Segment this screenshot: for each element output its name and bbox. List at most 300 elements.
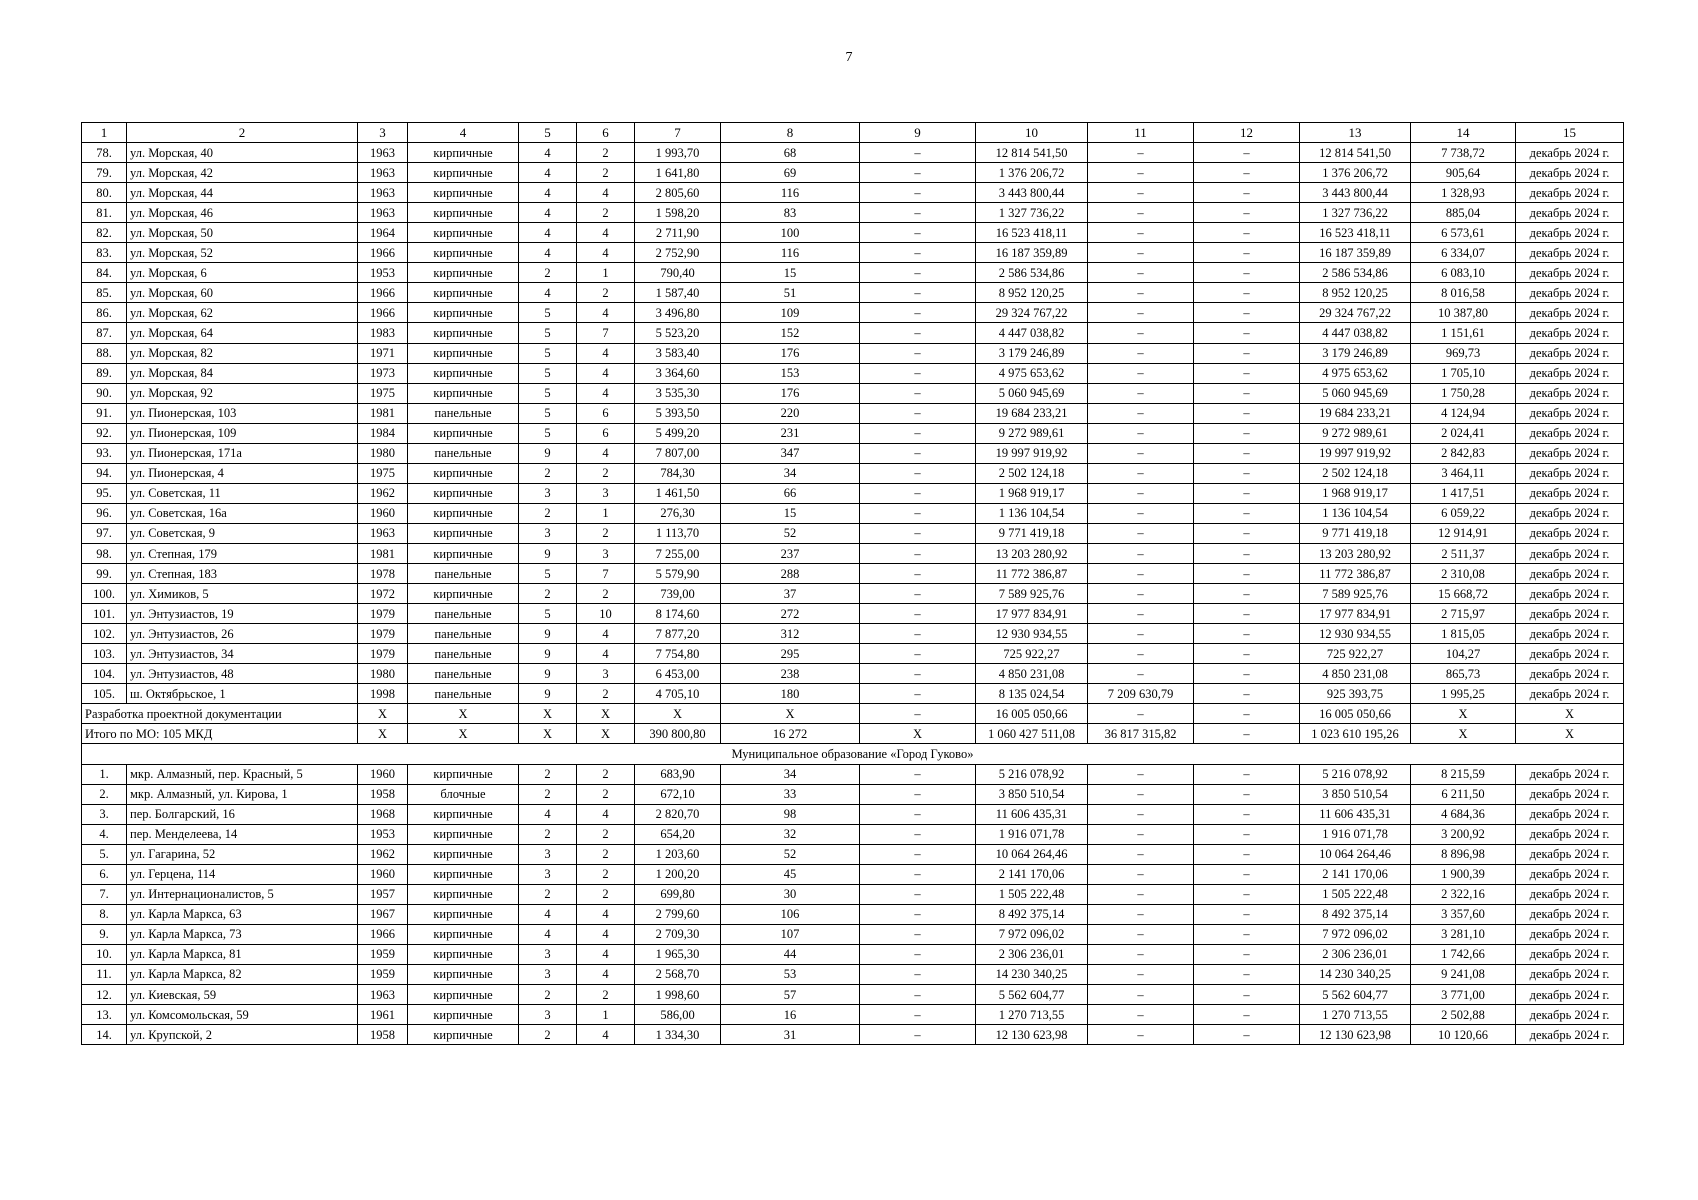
table-cell: 4 bbox=[519, 143, 577, 163]
table-cell: 2 024,41 bbox=[1411, 423, 1516, 443]
table-cell: – bbox=[1088, 864, 1194, 884]
table-cell: панельные bbox=[408, 664, 519, 684]
table-cell: 91. bbox=[82, 403, 127, 423]
table-cell: – bbox=[1194, 644, 1300, 664]
table-row bbox=[82, 283, 1624, 303]
address-cell: ул. Пионерская, 171а bbox=[127, 443, 358, 463]
column-header: 5 bbox=[519, 123, 577, 143]
table-cell: декабрь 2024 г. bbox=[1516, 1025, 1624, 1045]
table-cell: 1 376 206,72 bbox=[1300, 163, 1411, 183]
table-cell: 1 bbox=[577, 263, 635, 283]
table-cell: декабрь 2024 г. bbox=[1516, 463, 1624, 483]
table-cell: 16 523 418,11 bbox=[1300, 223, 1411, 243]
table-cell: 10 120,66 bbox=[1411, 1025, 1516, 1045]
table-cell: 12 930 934,55 bbox=[976, 624, 1088, 644]
table-cell: 1 327 736,22 bbox=[976, 203, 1088, 223]
table-cell: – bbox=[1088, 463, 1194, 483]
table-cell: 699,80 bbox=[635, 884, 721, 904]
table-cell: – bbox=[1194, 764, 1300, 784]
table-cell: X bbox=[860, 724, 976, 744]
table-cell: кирпичные bbox=[408, 864, 519, 884]
design-documentation-row bbox=[82, 704, 1624, 724]
table-cell: 16 005 050,66 bbox=[1300, 704, 1411, 724]
table-cell: 5 579,90 bbox=[635, 564, 721, 584]
table-cell: 2 bbox=[519, 784, 577, 804]
table-cell: 2 bbox=[577, 784, 635, 804]
address-cell: ул. Энтузиастов, 34 bbox=[127, 644, 358, 664]
table-cell: 1 900,39 bbox=[1411, 864, 1516, 884]
table-cell: 10 387,80 bbox=[1411, 303, 1516, 323]
address-cell: ул. Морская, 60 bbox=[127, 283, 358, 303]
table-cell: 1998 bbox=[358, 684, 408, 704]
table-cell: – bbox=[1194, 463, 1300, 483]
table-cell: 7 bbox=[577, 323, 635, 343]
table-cell: 32 bbox=[721, 824, 860, 844]
table-cell: 1 993,70 bbox=[635, 143, 721, 163]
table-cell: 85. bbox=[82, 283, 127, 303]
table-cell: – bbox=[1194, 664, 1300, 684]
table-cell: 4 447 038,82 bbox=[976, 323, 1088, 343]
table-cell: декабрь 2024 г. bbox=[1516, 343, 1624, 363]
table-cell: 3. bbox=[82, 804, 127, 824]
table-cell: декабрь 2024 г. bbox=[1516, 363, 1624, 383]
table-cell: кирпичные bbox=[408, 263, 519, 283]
table-cell: – bbox=[1194, 143, 1300, 163]
table-cell: 1960 bbox=[358, 503, 408, 523]
table-cell: 1 968 919,17 bbox=[1300, 483, 1411, 503]
table-cell: 1 916 071,78 bbox=[976, 824, 1088, 844]
table-cell: – bbox=[1194, 624, 1300, 644]
table-cell: 4 bbox=[577, 303, 635, 323]
table-cell: – bbox=[1088, 944, 1194, 964]
address-cell: ул. Киевская, 59 bbox=[127, 985, 358, 1005]
table-cell: 969,73 bbox=[1411, 343, 1516, 363]
table-cell: блочные bbox=[408, 784, 519, 804]
table-cell: 347 bbox=[721, 443, 860, 463]
rows-group-b bbox=[82, 764, 1624, 1045]
address-cell: ул. Морская, 44 bbox=[127, 183, 358, 203]
table-cell: 176 bbox=[721, 343, 860, 363]
table-cell: 17 977 834,91 bbox=[1300, 604, 1411, 624]
table-cell: 4 bbox=[577, 964, 635, 984]
table-cell: 1966 bbox=[358, 243, 408, 263]
table-cell: 1 461,50 bbox=[635, 483, 721, 503]
address-cell: ул. Морская, 50 bbox=[127, 223, 358, 243]
table-cell: декабрь 2024 г. bbox=[1516, 944, 1624, 964]
table-cell: декабрь 2024 г. bbox=[1516, 804, 1624, 824]
table-cell: 3 281,10 bbox=[1411, 924, 1516, 944]
table-cell: 8 896,98 bbox=[1411, 844, 1516, 864]
table-cell: 4 bbox=[577, 443, 635, 463]
table-cell: кирпичные bbox=[408, 523, 519, 543]
table-cell: 2 568,70 bbox=[635, 964, 721, 984]
table-cell: панельные bbox=[408, 684, 519, 704]
table-row bbox=[82, 343, 1624, 363]
table-cell: – bbox=[860, 183, 976, 203]
table-cell: 4 bbox=[577, 343, 635, 363]
table-cell: 4 bbox=[577, 644, 635, 664]
table-cell: 725 922,27 bbox=[976, 644, 1088, 664]
table-row bbox=[82, 1005, 1624, 1025]
table-cell: 1963 bbox=[358, 163, 408, 183]
table-cell: – bbox=[1194, 283, 1300, 303]
address-cell: ул. Морская, 84 bbox=[127, 363, 358, 383]
table-cell: 82. bbox=[82, 223, 127, 243]
table-cell: 10 bbox=[577, 604, 635, 624]
table-cell: 3 200,92 bbox=[1411, 824, 1516, 844]
table-cell: – bbox=[860, 1005, 976, 1025]
table-cell: 1 916 071,78 bbox=[1300, 824, 1411, 844]
table-cell: – bbox=[1194, 724, 1300, 744]
table-cell: – bbox=[1194, 423, 1300, 443]
address-cell: ул. Советская, 16а bbox=[127, 503, 358, 523]
table-row bbox=[82, 844, 1624, 864]
table-cell: – bbox=[1088, 483, 1194, 503]
table-cell: декабрь 2024 г. bbox=[1516, 564, 1624, 584]
table-cell: кирпичные bbox=[408, 985, 519, 1005]
table-cell: 176 bbox=[721, 383, 860, 403]
table-cell: декабрь 2024 г. bbox=[1516, 283, 1624, 303]
table-cell: – bbox=[860, 564, 976, 584]
table-cell: кирпичные bbox=[408, 463, 519, 483]
address-cell: ул. Энтузиастов, 26 bbox=[127, 624, 358, 644]
table-cell: 116 bbox=[721, 183, 860, 203]
table-cell: 1953 bbox=[358, 263, 408, 283]
table-cell: 96. bbox=[82, 503, 127, 523]
table-cell: 45 bbox=[721, 864, 860, 884]
table-cell: 8 135 024,54 bbox=[976, 684, 1088, 704]
table-cell: 105. bbox=[82, 684, 127, 704]
table-cell: X bbox=[721, 704, 860, 724]
table-cell: кирпичные bbox=[408, 283, 519, 303]
table-cell: 11. bbox=[82, 964, 127, 984]
address-cell: ул. Крупской, 2 bbox=[127, 1025, 358, 1045]
table-cell: декабрь 2024 г. bbox=[1516, 924, 1624, 944]
table-cell: 4 bbox=[519, 904, 577, 924]
table-cell: X bbox=[408, 704, 519, 724]
table-cell: – bbox=[1194, 844, 1300, 864]
table-cell: 7 bbox=[577, 564, 635, 584]
table-cell: 66 bbox=[721, 483, 860, 503]
table-cell: 106 bbox=[721, 904, 860, 924]
table-cell: 16 bbox=[721, 1005, 860, 1025]
table-cell: 3 bbox=[519, 1005, 577, 1025]
table-cell: 1953 bbox=[358, 824, 408, 844]
table-cell: 1 995,25 bbox=[1411, 684, 1516, 704]
table-cell: 152 bbox=[721, 323, 860, 343]
table-row bbox=[82, 223, 1624, 243]
table-cell: – bbox=[860, 904, 976, 924]
table-cell: 1971 bbox=[358, 343, 408, 363]
design-row-label: Разработка проектной документации bbox=[82, 704, 358, 724]
table-cell: 312 bbox=[721, 624, 860, 644]
table-cell: – bbox=[1088, 985, 1194, 1005]
table-cell: 2 799,60 bbox=[635, 904, 721, 924]
table-cell: 1968 bbox=[358, 804, 408, 824]
total-row bbox=[82, 724, 1624, 744]
table-cell: – bbox=[860, 964, 976, 984]
table-cell: 5 bbox=[519, 343, 577, 363]
table-cell: 4 684,36 bbox=[1411, 804, 1516, 824]
table-cell: – bbox=[1194, 604, 1300, 624]
table-cell: – bbox=[860, 403, 976, 423]
table-cell: 586,00 bbox=[635, 1005, 721, 1025]
table-cell: – bbox=[1088, 784, 1194, 804]
table-cell: 10. bbox=[82, 944, 127, 964]
table-cell: – bbox=[1194, 1025, 1300, 1045]
table-cell: 2 bbox=[577, 523, 635, 543]
column-header: 8 bbox=[721, 123, 860, 143]
table-cell: кирпичные bbox=[408, 303, 519, 323]
table-cell: 654,20 bbox=[635, 824, 721, 844]
table-cell: 80. bbox=[82, 183, 127, 203]
table-cell: 83 bbox=[721, 203, 860, 223]
table-cell: 4 850 231,08 bbox=[1300, 664, 1411, 684]
table-cell: – bbox=[1088, 363, 1194, 383]
table-cell: 16 272 bbox=[721, 724, 860, 744]
table-cell: 53 bbox=[721, 964, 860, 984]
table-cell: – bbox=[860, 684, 976, 704]
table-cell: декабрь 2024 г. bbox=[1516, 403, 1624, 423]
table-cell: 95. bbox=[82, 483, 127, 503]
table-cell: декабрь 2024 г. bbox=[1516, 824, 1624, 844]
table-cell: 17 977 834,91 bbox=[976, 604, 1088, 624]
address-cell: ул. Советская, 9 bbox=[127, 523, 358, 543]
table-cell: 6 059,22 bbox=[1411, 503, 1516, 523]
table-cell: 8 016,58 bbox=[1411, 283, 1516, 303]
table-cell: 14 230 340,25 bbox=[976, 964, 1088, 984]
table-cell: 4 bbox=[519, 804, 577, 824]
table-cell: 3 bbox=[577, 483, 635, 503]
table-cell: 33 bbox=[721, 784, 860, 804]
column-header: 12 bbox=[1194, 123, 1300, 143]
table-cell: 3 464,11 bbox=[1411, 463, 1516, 483]
table-cell: 9 bbox=[519, 664, 577, 684]
table-cell: 100. bbox=[82, 584, 127, 604]
table-cell: 2 820,70 bbox=[635, 804, 721, 824]
table-cell: 37 bbox=[721, 584, 860, 604]
table-cell: 10 064 264,46 bbox=[976, 844, 1088, 864]
table-cell: 4 975 653,62 bbox=[976, 363, 1088, 383]
table-cell: 89. bbox=[82, 363, 127, 383]
table-cell: 4 bbox=[519, 243, 577, 263]
table-cell: 180 bbox=[721, 684, 860, 704]
table-cell: 81. bbox=[82, 203, 127, 223]
table-cell: 4 bbox=[577, 1025, 635, 1045]
table-cell: 109 bbox=[721, 303, 860, 323]
table-cell: 3 583,40 bbox=[635, 343, 721, 363]
table-cell: 1 587,40 bbox=[635, 283, 721, 303]
table-cell: – bbox=[860, 1025, 976, 1045]
table-cell: 94. bbox=[82, 463, 127, 483]
address-cell: ул. Энтузиастов, 19 bbox=[127, 604, 358, 624]
column-header: 15 bbox=[1516, 123, 1624, 143]
total-row-label: Итого по МО: 105 МКД bbox=[82, 724, 358, 744]
table-row bbox=[82, 423, 1624, 443]
table-cell: 103. bbox=[82, 644, 127, 664]
table-cell: 12. bbox=[82, 985, 127, 1005]
table-cell: 4 bbox=[577, 243, 635, 263]
table-row bbox=[82, 864, 1624, 884]
table-row bbox=[82, 904, 1624, 924]
table-row bbox=[82, 363, 1624, 383]
table-cell: кирпичные bbox=[408, 804, 519, 824]
table-cell: – bbox=[1088, 604, 1194, 624]
table-cell: 4 447 038,82 bbox=[1300, 323, 1411, 343]
address-cell: ул. Комсомольская, 59 bbox=[127, 1005, 358, 1025]
table-cell: 7 738,72 bbox=[1411, 143, 1516, 163]
table-cell: 68 bbox=[721, 143, 860, 163]
table-cell: – bbox=[860, 283, 976, 303]
table-cell: 12 914,91 bbox=[1411, 523, 1516, 543]
table-cell: 9 bbox=[519, 644, 577, 664]
table-cell: 905,64 bbox=[1411, 163, 1516, 183]
address-cell: ул. Энтузиастов, 48 bbox=[127, 664, 358, 684]
table-cell: – bbox=[1194, 363, 1300, 383]
table-cell: 1957 bbox=[358, 884, 408, 904]
table-cell: – bbox=[1194, 163, 1300, 183]
table-cell: 790,40 bbox=[635, 263, 721, 283]
table-cell: 2 bbox=[577, 684, 635, 704]
table-cell: кирпичные bbox=[408, 944, 519, 964]
table-cell: 5 bbox=[519, 323, 577, 343]
table-cell: 90. bbox=[82, 383, 127, 403]
table-cell: 1. bbox=[82, 764, 127, 784]
table-cell: 1 136 104,54 bbox=[1300, 503, 1411, 523]
table-cell: 3 850 510,54 bbox=[976, 784, 1088, 804]
table-cell: 2 711,90 bbox=[635, 223, 721, 243]
table-cell: 1980 bbox=[358, 443, 408, 463]
table-cell: 4 bbox=[577, 383, 635, 403]
table-cell: – bbox=[860, 884, 976, 904]
table-cell: 1983 bbox=[358, 323, 408, 343]
table-cell: – bbox=[860, 844, 976, 864]
table-row bbox=[82, 824, 1624, 844]
table-cell: 2 141 170,06 bbox=[976, 864, 1088, 884]
address-cell: ул. Интернационалистов, 5 bbox=[127, 884, 358, 904]
table-cell: 1966 bbox=[358, 283, 408, 303]
table-cell: 16 005 050,66 bbox=[976, 704, 1088, 724]
table-cell: декабрь 2024 г. bbox=[1516, 163, 1624, 183]
table-cell: 3 535,30 bbox=[635, 383, 721, 403]
table-cell: 672,10 bbox=[635, 784, 721, 804]
table-cell: 4 bbox=[519, 163, 577, 183]
table-cell: 8 215,59 bbox=[1411, 764, 1516, 784]
table-cell: кирпичные bbox=[408, 223, 519, 243]
table-cell: 4 bbox=[519, 183, 577, 203]
table-cell: 1 270 713,55 bbox=[976, 1005, 1088, 1025]
table-cell: 1960 bbox=[358, 764, 408, 784]
table-row bbox=[82, 684, 1624, 704]
table-row bbox=[82, 263, 1624, 283]
table-cell: 2 bbox=[519, 584, 577, 604]
table-cell: 1959 bbox=[358, 964, 408, 984]
address-cell: ул. Карла Маркса, 73 bbox=[127, 924, 358, 944]
table-cell: кирпичные bbox=[408, 904, 519, 924]
table-cell: 9 241,08 bbox=[1411, 964, 1516, 984]
table-cell: декабрь 2024 г. bbox=[1516, 503, 1624, 523]
table-cell: 865,73 bbox=[1411, 664, 1516, 684]
table-cell: 7 589 925,76 bbox=[976, 584, 1088, 604]
table-cell: 12 930 934,55 bbox=[1300, 624, 1411, 644]
table-cell: – bbox=[1194, 964, 1300, 984]
table-row bbox=[82, 303, 1624, 323]
table-cell: 3 bbox=[519, 964, 577, 984]
table-cell: 2 bbox=[577, 584, 635, 604]
table-cell: 5 bbox=[519, 604, 577, 624]
table-cell: 295 bbox=[721, 644, 860, 664]
table-cell: 3 179 246,89 bbox=[1300, 343, 1411, 363]
table-cell: – bbox=[1088, 283, 1194, 303]
table-cell: 4. bbox=[82, 824, 127, 844]
table-cell: – bbox=[860, 664, 976, 684]
table-cell: 13. bbox=[82, 1005, 127, 1025]
table-cell: – bbox=[860, 804, 976, 824]
table-cell: 2 586 534,86 bbox=[976, 263, 1088, 283]
table-cell: 2 586 534,86 bbox=[1300, 263, 1411, 283]
table-cell: 1980 bbox=[358, 664, 408, 684]
table-row bbox=[82, 1025, 1624, 1045]
table-cell: 3 179 246,89 bbox=[976, 343, 1088, 363]
table-cell: декабрь 2024 г. bbox=[1516, 864, 1624, 884]
table-cell: 1960 bbox=[358, 864, 408, 884]
table-cell: 1962 bbox=[358, 483, 408, 503]
table-cell: декабрь 2024 г. bbox=[1516, 483, 1624, 503]
table-cell: декабрь 2024 г. bbox=[1516, 383, 1624, 403]
table-cell: 683,90 bbox=[635, 764, 721, 784]
table-cell: – bbox=[1088, 904, 1194, 924]
table-cell: 83. bbox=[82, 243, 127, 263]
table-cell: – bbox=[1194, 443, 1300, 463]
table-cell: 3 443 800,44 bbox=[1300, 183, 1411, 203]
address-cell: ул. Морская, 62 bbox=[127, 303, 358, 323]
table-cell: 2 bbox=[519, 884, 577, 904]
table-cell: X bbox=[577, 704, 635, 724]
table-cell: – bbox=[860, 423, 976, 443]
table-cell: кирпичные bbox=[408, 924, 519, 944]
table-cell: кирпичные bbox=[408, 143, 519, 163]
table-cell: – bbox=[1088, 844, 1194, 864]
table-cell: 1979 bbox=[358, 624, 408, 644]
table-cell: 1979 bbox=[358, 604, 408, 624]
table-cell: 7 754,80 bbox=[635, 644, 721, 664]
table-cell: 2 502,88 bbox=[1411, 1005, 1516, 1025]
table-cell: 4 bbox=[577, 944, 635, 964]
table-cell: – bbox=[1194, 684, 1300, 704]
table-cell: 8 952 120,25 bbox=[1300, 283, 1411, 303]
table-cell: – bbox=[1194, 985, 1300, 1005]
table-cell: 390 800,80 bbox=[635, 724, 721, 744]
table-cell: 1981 bbox=[358, 543, 408, 563]
column-header: 1 bbox=[82, 123, 127, 143]
table-row bbox=[82, 924, 1624, 944]
table-cell: – bbox=[1088, 223, 1194, 243]
table-cell: декабрь 2024 г. bbox=[1516, 764, 1624, 784]
table-cell: 4 705,10 bbox=[635, 684, 721, 704]
table-cell: 13 203 280,92 bbox=[1300, 543, 1411, 563]
column-header: 9 bbox=[860, 123, 976, 143]
table-cell: – bbox=[1088, 964, 1194, 984]
table-cell: 3 bbox=[519, 523, 577, 543]
page-number: 7 bbox=[845, 50, 853, 65]
table-cell: 1 327 736,22 bbox=[1300, 203, 1411, 223]
table-cell: кирпичные bbox=[408, 584, 519, 604]
table-cell: – bbox=[1088, 323, 1194, 343]
table-cell: – bbox=[1088, 1005, 1194, 1025]
table-cell: – bbox=[860, 523, 976, 543]
table-cell: 52 bbox=[721, 844, 860, 864]
table-cell: декабрь 2024 г. bbox=[1516, 423, 1624, 443]
